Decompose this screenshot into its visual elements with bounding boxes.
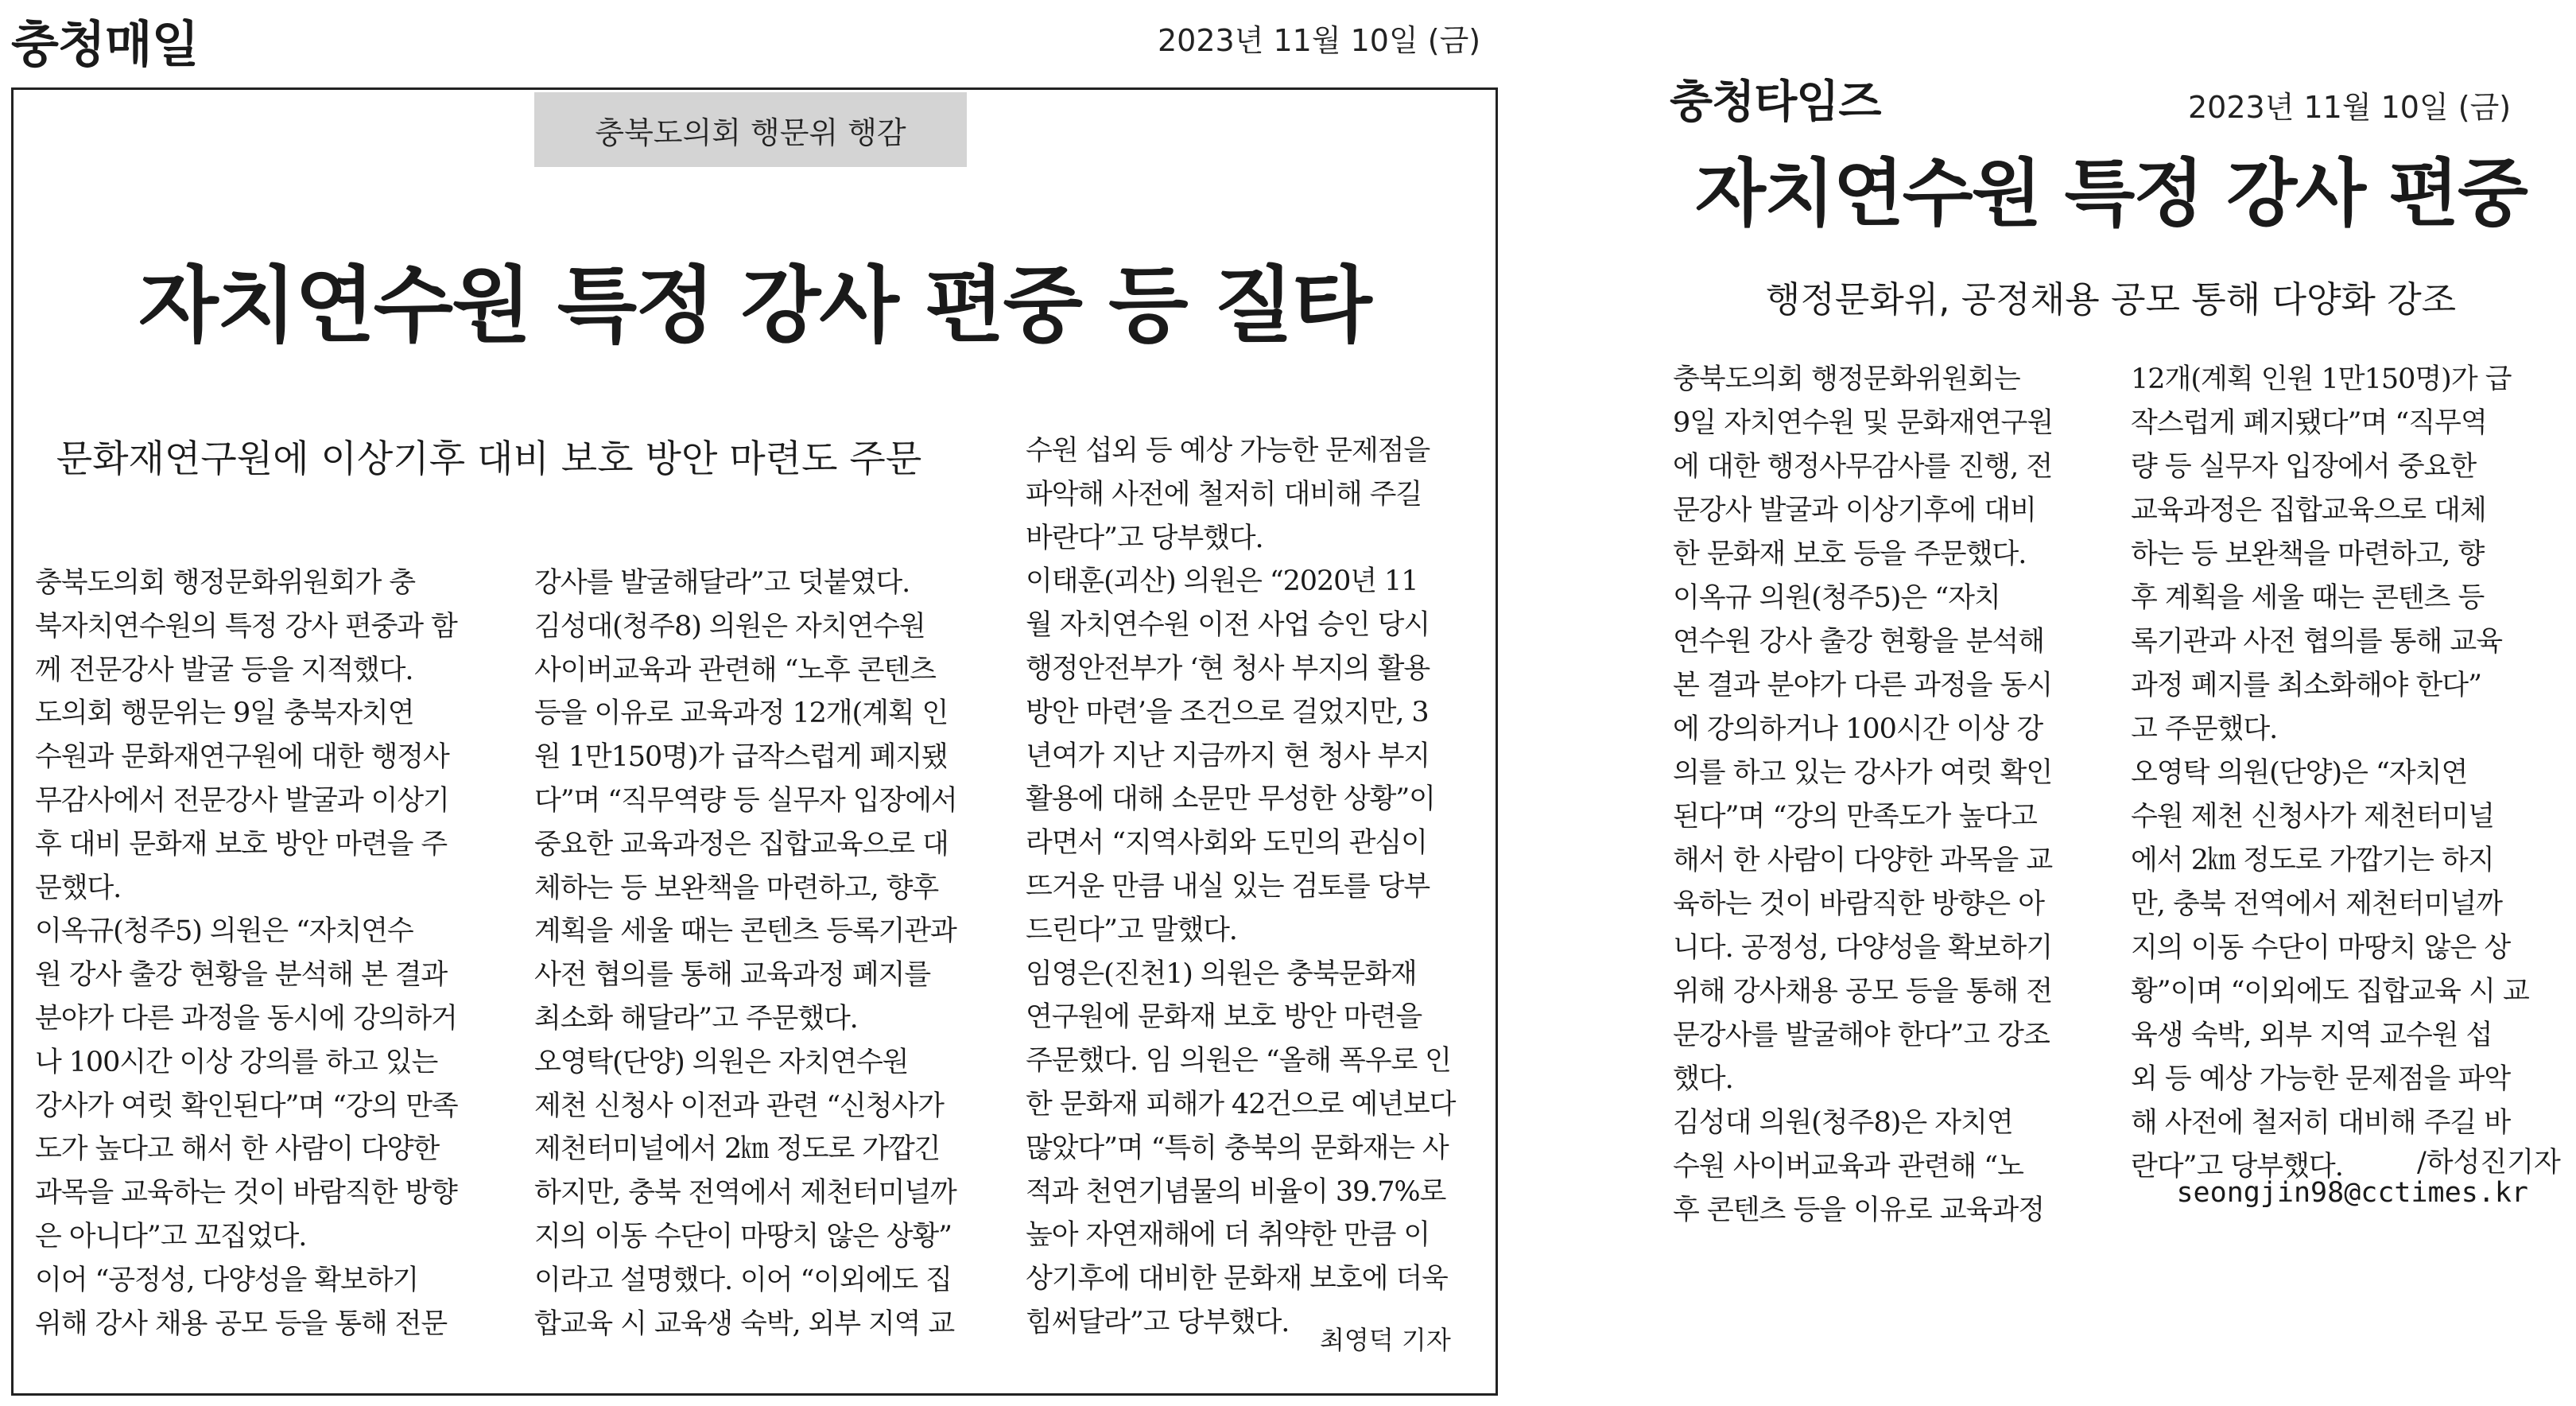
text-line: 이옥규 의원(청주5)은 “자치 — [1673, 582, 2000, 614]
text-line: 활용에 대해 소문만 무성한 상황”이 — [1026, 783, 1435, 816]
text-line: 에서 2㎞ 정도로 가깝기는 하지 — [2131, 845, 2494, 876]
text-line: 강사가 여럿 확인된다”며 “강의 만족 — [35, 1089, 458, 1122]
text-line: 된다”며 “강의 만족도가 높다고 — [1673, 801, 2037, 833]
text-line: 하지만, 충북 전역에서 제천터미널까 — [534, 1177, 956, 1210]
text-line: 힘써달라”고 당부했다. — [1026, 1306, 1290, 1338]
text-line: 적과 천연기념물의 비율이 39.7%로 — [1026, 1175, 1446, 1208]
text-line: 방안 마련’을 조건으로 걸었지만, 3 — [1026, 696, 1429, 728]
text-line: 만, 충북 전역에서 제천터미널까 — [2131, 888, 2503, 920]
text-line: 오영탁 의원(단양)은 “자치연 — [2131, 757, 2468, 789]
text-line: 지의 이동 수단이 마땅치 않은 상 — [2131, 932, 2511, 964]
text-line: 이옥규(청주5) 의원은 “자치연수 — [35, 915, 413, 948]
text-line: 제천 신청사 이전과 관련 “신청사가 — [534, 1089, 944, 1122]
text-line: 수원 사이버교육과 관련해 “노 — [1673, 1151, 2023, 1183]
text-line: 하는 등 보완책을 마련하고, 향 — [2131, 538, 2485, 570]
text-line: 많았다”며 “특히 충북의 문화재는 사 — [1026, 1132, 1449, 1164]
text-line: 본 결과 분야가 다른 과정을 동시 — [1673, 670, 2053, 701]
text-line: 연수원 강사 출강 현황을 분석해 — [1673, 626, 2045, 658]
text-line: 문했다. — [35, 872, 122, 904]
text-line: 등을 이유로 교육과정 12개(계획 인 — [534, 697, 949, 730]
left-date: 2023년 11월 10일 (금) — [1158, 23, 1481, 58]
text-line: 체하는 등 보완책을 마련하고, 향후 — [534, 872, 939, 904]
text-line: 은 아니다”고 꼬집었다. — [35, 1220, 307, 1253]
right-column-2 — [2131, 358, 2544, 1189]
text-line: 란다”고 당부했다. — [2131, 1151, 2343, 1183]
text-line: 과정 폐지를 최소화해야 한다” — [2131, 670, 2481, 701]
right-column-1 — [1673, 358, 2086, 1233]
text-line: 한 문화재 피해가 42건으로 예년보다 — [1026, 1088, 1456, 1121]
text-line: 원 강사 출강 현황을 분석해 본 결과 — [35, 959, 448, 992]
text-line: 후 계획을 세울 때는 콘텐츠 등 — [2131, 582, 2485, 614]
text-line: 임영은(진천1) 의원은 충북문화재 — [1026, 957, 1417, 990]
text-line: 이라고 설명했다. 이어 “이외에도 집 — [534, 1264, 952, 1296]
text-line: 위해 강사채용 공모 등을 통해 전 — [1673, 976, 2053, 1008]
text-line: 작스럽게 폐지됐다”며 “직무역 — [2131, 407, 2487, 439]
text-line: 나 100시간 이상 강의를 하고 있는 — [35, 1046, 438, 1078]
text-line: 외 등 예상 가능한 문제점을 파악 — [2131, 1063, 2511, 1095]
text-line: 해 사전에 철저히 대비해 주길 바 — [2131, 1107, 2511, 1139]
left-masthead: 충청매일 — [11, 15, 199, 73]
text-line: 합교육 시 교육생 숙박, 외부 지역 교 — [534, 1307, 955, 1340]
left-column-1 — [35, 561, 496, 1346]
right-headline: 자치연수원 특정 강사 편중 — [1695, 151, 2527, 236]
text-line: 했다. — [1673, 1063, 1733, 1095]
text-line: 육하는 것이 바람직한 방향은 아 — [1673, 888, 2045, 920]
text-line: 뜨거운 만큼 내실 있는 검토를 당부 — [1026, 870, 1430, 903]
text-line: 드린다”고 말했다. — [1026, 914, 1237, 946]
text-line: 제천터미널에서 2㎞ 정도로 가깝긴 — [534, 1133, 941, 1166]
text-line: 김성대 의원(청주8)은 자치연 — [1673, 1107, 2013, 1139]
text-line: 니다. 공정성, 다양성을 확보하기 — [1673, 932, 2053, 964]
text-line: 바란다”고 당부했다. — [1026, 522, 1263, 554]
left-byline: 최영덕 기자 — [1320, 1325, 1451, 1355]
right-email: seongjin98@cctimes.kr — [2176, 1177, 2528, 1209]
text-line: 이어 “공정성, 다양성을 확보하기 — [35, 1264, 419, 1296]
text-line: 후 대비 문화재 보호 방안 마련을 주 — [35, 828, 448, 860]
text-line: 무감사에서 전문강사 발굴과 이상기 — [35, 784, 449, 817]
text-line: 도의회 행문위는 9일 충북자치연 — [35, 697, 414, 730]
text-line: 황”이며 “이외에도 집합교육 시 교 — [2131, 976, 2529, 1008]
text-line: 라면서 “지역사회와 도민의 관심이 — [1026, 827, 1427, 860]
text-line: 육생 숙박, 외부 지역 교수원 섭 — [2131, 1020, 2493, 1051]
text-line: 량 등 실무자 입장에서 중요한 — [2131, 451, 2477, 483]
right-masthead: 충청타임즈 — [1670, 76, 1881, 128]
text-line: 해서 한 사람이 다양한 과목을 교 — [1673, 845, 2053, 876]
text-line: 수원 섭외 등 예상 가능한 문제점을 — [1026, 435, 1430, 467]
text-line: 원 1만150명)가 급작스럽게 폐지됐 — [534, 741, 948, 774]
text-line: 에 강의하거나 100시간 이상 강 — [1673, 713, 2043, 745]
text-line: 한 문화재 보호 등을 주문했다. — [1673, 538, 2027, 570]
left-subhead: 문화재연구원에 이상기후 대비 보호 방안 마련도 주문 — [56, 437, 922, 481]
text-line: 최소화 해달라”고 주문했다. — [534, 1002, 858, 1035]
text-line: 북자치연수원의 특정 강사 편중과 함 — [35, 610, 457, 643]
text-line: 오영탁(단양) 의원은 자치연수원 — [534, 1046, 909, 1078]
text-line: 에 대한 행정사무감사를 진행, 전 — [1673, 451, 2053, 483]
left-headline: 자치연수원 특정 강사 편중 등 질타 — [138, 257, 1371, 354]
text-line: 문강사 발굴과 이상기후에 대비 — [1673, 495, 2036, 526]
text-line: 12개(계획 인원 1만150명)가 급 — [2131, 363, 2512, 395]
text-line: 의를 하고 있는 강사가 여럿 확인 — [1673, 757, 2053, 789]
text-line: 사전 협의를 통해 교육과정 폐지를 — [534, 959, 931, 992]
text-line: 수원 제천 신청사가 제천터미널 — [2131, 801, 2494, 833]
text-line: 파악해 사전에 철저히 대비해 주길 — [1026, 478, 1422, 511]
text-line: 높아 자연재해에 더 취약한 만큼 이 — [1026, 1219, 1430, 1252]
right-subhead: 행정문화위, 공정채용 공모 통해 다양화 강조 — [1765, 278, 2457, 320]
text-line: 계획을 세울 때는 콘텐츠 등록기관과 — [534, 915, 956, 948]
text-line: 충북도의회 행정문화위원회가 충 — [35, 567, 415, 599]
text-line: 강사를 발굴해달라”고 덧붙였다. — [534, 567, 910, 599]
text-line: 9일 자치연수원 및 문화재연구원 — [1673, 407, 2054, 439]
text-line: 고 주문했다. — [2131, 713, 2278, 745]
text-line: 수원과 문화재연구원에 대한 행정사 — [35, 741, 449, 774]
text-line: 이태훈(괴산) 의원은 “2020년 11 — [1026, 565, 1418, 598]
left-column-3 — [1026, 429, 1479, 1345]
text-line: 록기관과 사전 협의를 통해 교육 — [2131, 626, 2503, 658]
right-byline: /하성진기자 — [2417, 1147, 2561, 1179]
text-line: 행정안전부가 ‘현 청사 부지의 활용 — [1026, 652, 1430, 685]
left-kicker: 충북도의회 행문위 행감 — [534, 92, 967, 167]
text-line: 연구원에 문화재 보호 방안 마련을 — [1026, 1001, 1422, 1034]
text-line: 주문했다. 임 의원은 “올해 폭우로 인 — [1026, 1045, 1451, 1078]
text-line: 도가 높다고 해서 한 사람이 다양한 — [35, 1133, 440, 1166]
text-line: 다”며 “직무역량 등 실무자 입장에서 — [534, 784, 957, 817]
left-column-2 — [534, 561, 995, 1346]
text-line: 위해 강사 채용 공모 등을 통해 전문 — [35, 1307, 448, 1340]
text-line: 중요한 교육과정은 집합교육으로 대 — [534, 828, 949, 860]
text-line: 문강사를 발굴해야 한다”고 강조 — [1673, 1020, 2050, 1051]
text-line: 사이버교육과 관련해 “노후 콘텐츠 — [534, 654, 936, 686]
text-line: 년여가 지난 지금까지 현 청사 부지 — [1026, 740, 1430, 772]
text-line: 후 콘텐츠 등을 이유로 교육과정 — [1673, 1194, 2045, 1226]
text-line: 과목을 교육하는 것이 바람직한 방향 — [35, 1177, 457, 1210]
text-line: 상기후에 대비한 문화재 보호에 더욱 — [1026, 1263, 1448, 1295]
text-line: 월 자치연수원 이전 사업 승인 당시 — [1026, 609, 1430, 642]
text-line: 충북도의회 행정문화위원회는 — [1673, 363, 2020, 395]
right-date: 2023년 11월 10일 (금) — [2188, 90, 2512, 125]
text-line: 교육과정은 집합교육으로 대체 — [2131, 495, 2486, 526]
text-line: 김성대(청주8) 의원은 자치연수원 — [534, 610, 925, 643]
text-line: 지의 이동 수단이 마땅치 않은 상황” — [534, 1220, 952, 1253]
text-line: 분야가 다른 과정을 동시에 강의하거 — [35, 1002, 457, 1035]
text-line: 께 전문강사 발굴 등을 지적했다. — [35, 654, 413, 686]
